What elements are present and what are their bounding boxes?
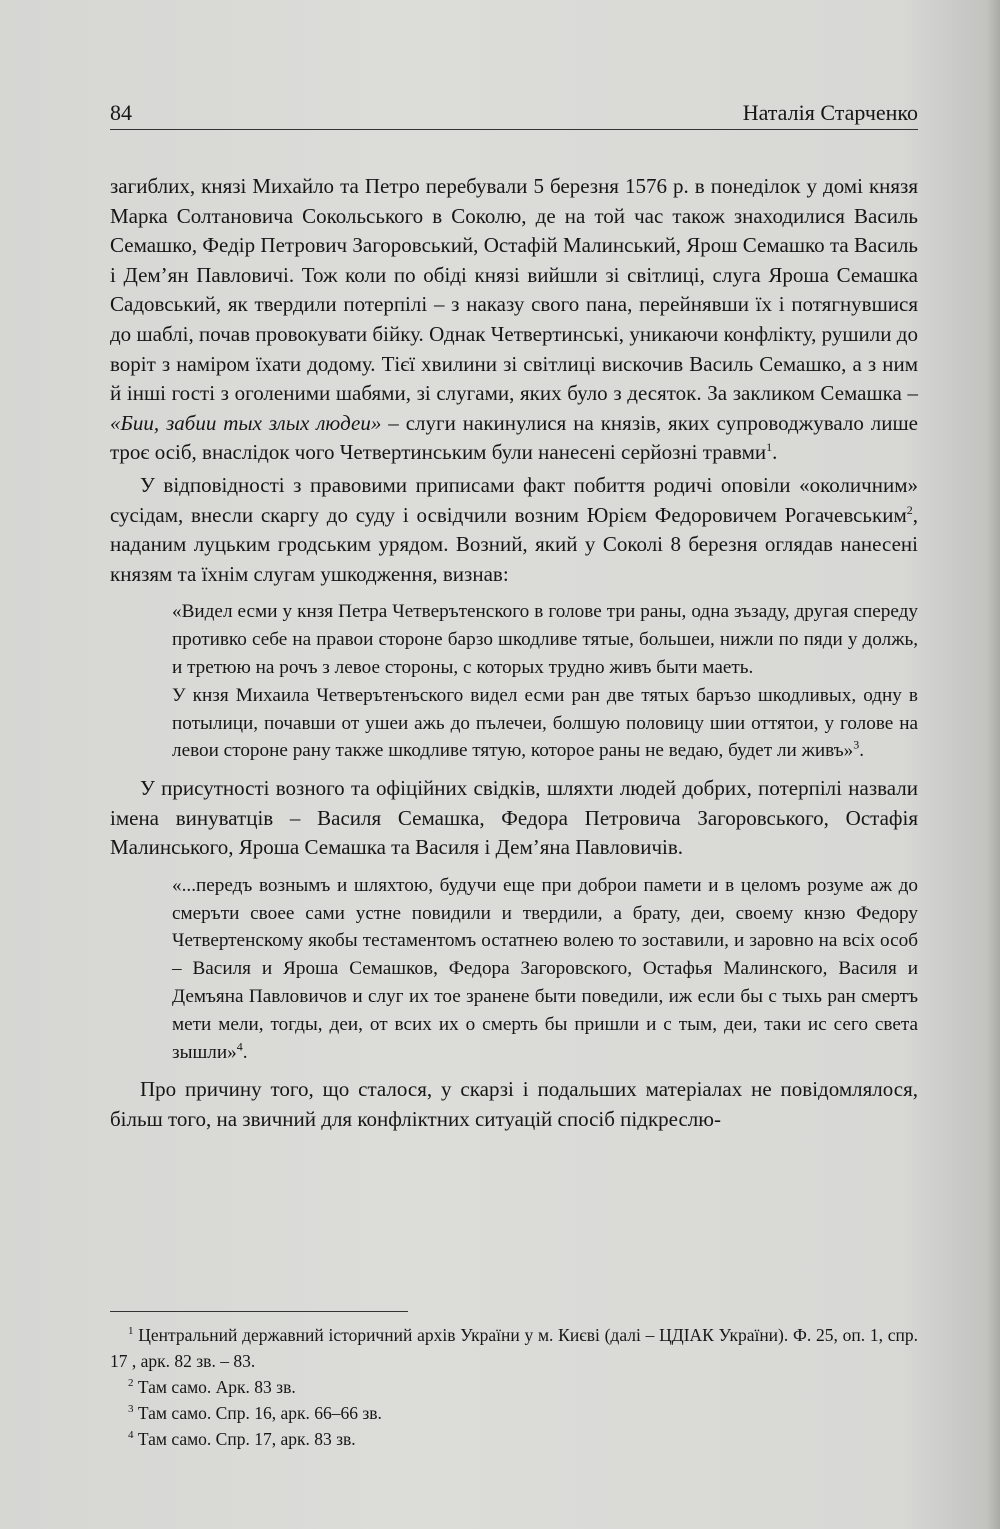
paragraph-2-text-end: , наданим луцьким гродським урядом. Возний, який у Соколі 8 березня оглядав нанесені князям та їхнім слугам ушкодження, визнав: — [110, 502, 918, 586]
footnote-ref-4[interactable]: 4 — [236, 1039, 243, 1054]
footnote-divider — [110, 1311, 408, 1312]
block-quote-1-part-b-text: У кнзя Михаила Четверътенъского видел есми ран две тятых баръзо шкодливых, одну в потылици, почавши от ушеи ажь до пълечеи, болшую половицу шии оттятои, у голове на левои стороне рану также шкодливе тятую, которое раны не ведаю, будет ли живъ» — [172, 684, 918, 762]
footnote-3-text: Там само. Спр. 16, арк. 66–66 зв. — [133, 1403, 382, 1423]
page-number: 84 — [110, 100, 132, 125]
paragraph-1-period: . — [772, 440, 778, 465]
footnote-ref-3[interactable]: 3 — [853, 737, 860, 752]
footnote-1-text: Центральний державний історичний архів України у м. Києві (далі – ЦДІАК України). Ф. 25, оп. 1, спр. 17 , арк. 82 зв. – 83. — [110, 1325, 918, 1371]
footnote-ref-2[interactable]: 2 — [906, 502, 913, 517]
running-header-author: Наталія Старченко — [742, 100, 918, 125]
paragraph-4: Про причину того, що сталося, у скарзі і подальших матеріалах не повідомлялося, більш того, на звичний для конфліктних ситуацій спосіб підкреслю- — [110, 1077, 918, 1132]
paragraph-1-text-end: – слуги накинулися на князів, яких супроводжувало лише троє осіб, внаслідок чого Четвертинським були нанесені серйозні травми — [110, 410, 918, 465]
paragraph-1-italic-quote: «Бии, забии тых злых людеи» — [110, 410, 382, 435]
footnote-1 — [110, 1322, 918, 1374]
paragraph-1 — [110, 172, 918, 468]
footnote-2 — [110, 1374, 918, 1400]
block-quote-1-period: . — [859, 740, 865, 762]
block-quote-2-text-wrap — [172, 872, 918, 1067]
running-header — [110, 95, 918, 130]
main-text — [110, 172, 918, 1135]
page-edge-shadow — [986, 0, 1000, 1529]
block-quote-1 — [172, 598, 918, 765]
block-quote-2 — [172, 872, 918, 1067]
paragraph-2-text: У відповідності з правовими приписами факт побиття родичі оповіли «околичним» сусідам, внесли скаргу до суду і освідчили возним Юрієм Федоровичем Рогачевським — [110, 472, 918, 527]
block-quote-1-part-b — [172, 682, 918, 765]
block-quote-2-text: «...передъ вознымъ и шляхтою, будучи еще при доброи памети и в целомъ розуме аж до смеръти своее сами устне повидили и твердили, а брату, деи, своему кнзю Федору Четвертенскому якобы тестаментомъ остатнею волею то зоставили, и заровно на всіх особ – Василя и Яроша Семашков, Федора Загоровского, Остафья Малинского, Василя и Демъяна Павловичов и слуг их тое зранене быти поведили, иж если бы с тыхь ран смертъ мети мели, тогды, деи, от всих их о смерть бы пришли и с тым, деи, таки ис сего света зышли» — [172, 874, 918, 1063]
footnote-2-text: Там само. Арк. 83 зв. — [133, 1377, 296, 1397]
paragraph-3: У присутності возного та офіційних свідків, шляхти людей добрих, потерпілі назвали імена винуватців – Василя Семашка, Федора Петровича Загоровського, Остафія Малинського, Яроша Семашка та Василя і Дем’яна Павловичів. — [110, 776, 918, 860]
block-quote-1-part-a: «Видел есми у кнзя Петра Четверътенского в голове три раны, одна зъзаду, другая спереду противко себе на правои стороне барзо шкодливе тятые, большеи, нижли по пяди у должь, и третюю на рочъ з левое стороны, с которых трудно живъ быти маеть. — [172, 601, 918, 678]
paragraph-2 — [110, 471, 918, 589]
footnote-4-number: 4 — [128, 1429, 134, 1442]
footnote-ref-1[interactable]: 1 — [766, 440, 773, 455]
footnote-3-number: 3 — [128, 1403, 134, 1416]
footnote-4-text: Там само. Спр. 17, арк. 83 зв. — [133, 1429, 356, 1449]
footnote-2-number: 2 — [128, 1377, 134, 1390]
footnote-3 — [110, 1400, 918, 1426]
footnote-4 — [110, 1426, 918, 1452]
footnote-1-number: 1 — [128, 1325, 134, 1338]
block-quote-2-period: . — [242, 1041, 248, 1063]
footnotes — [110, 1322, 918, 1452]
paragraph-1-text: загиблих, князі Михайло та Петро перебували 5 березня 1576 р. в понеділок у домі князя Марка Солтановича Сокольського в Соколю, де на той час також знаходилися Василь Семашко, Федір Петрович Загоровський, Остафій Малинський, Ярош Семашко та Василь і Дем’ян Павловичі. Тож коли по обіді князі вийшли зі світлиці, слуга Яроша Семашка Садовський, як твердили потерпілі – з наказу свого пана, перейнявши їх і потягнувшися до шаблі, почав провокувати бійку. Однак Четвертинські, уникаючи конфлікту, рушили до воріт з наміром їхати додому. Тієї хвилини зі світлиці вискочив Василь Семашко, а з ним й інші гості з оголеними шабями, зі слугами, яких було з десяток. За закликом Семашка – — [110, 174, 918, 406]
